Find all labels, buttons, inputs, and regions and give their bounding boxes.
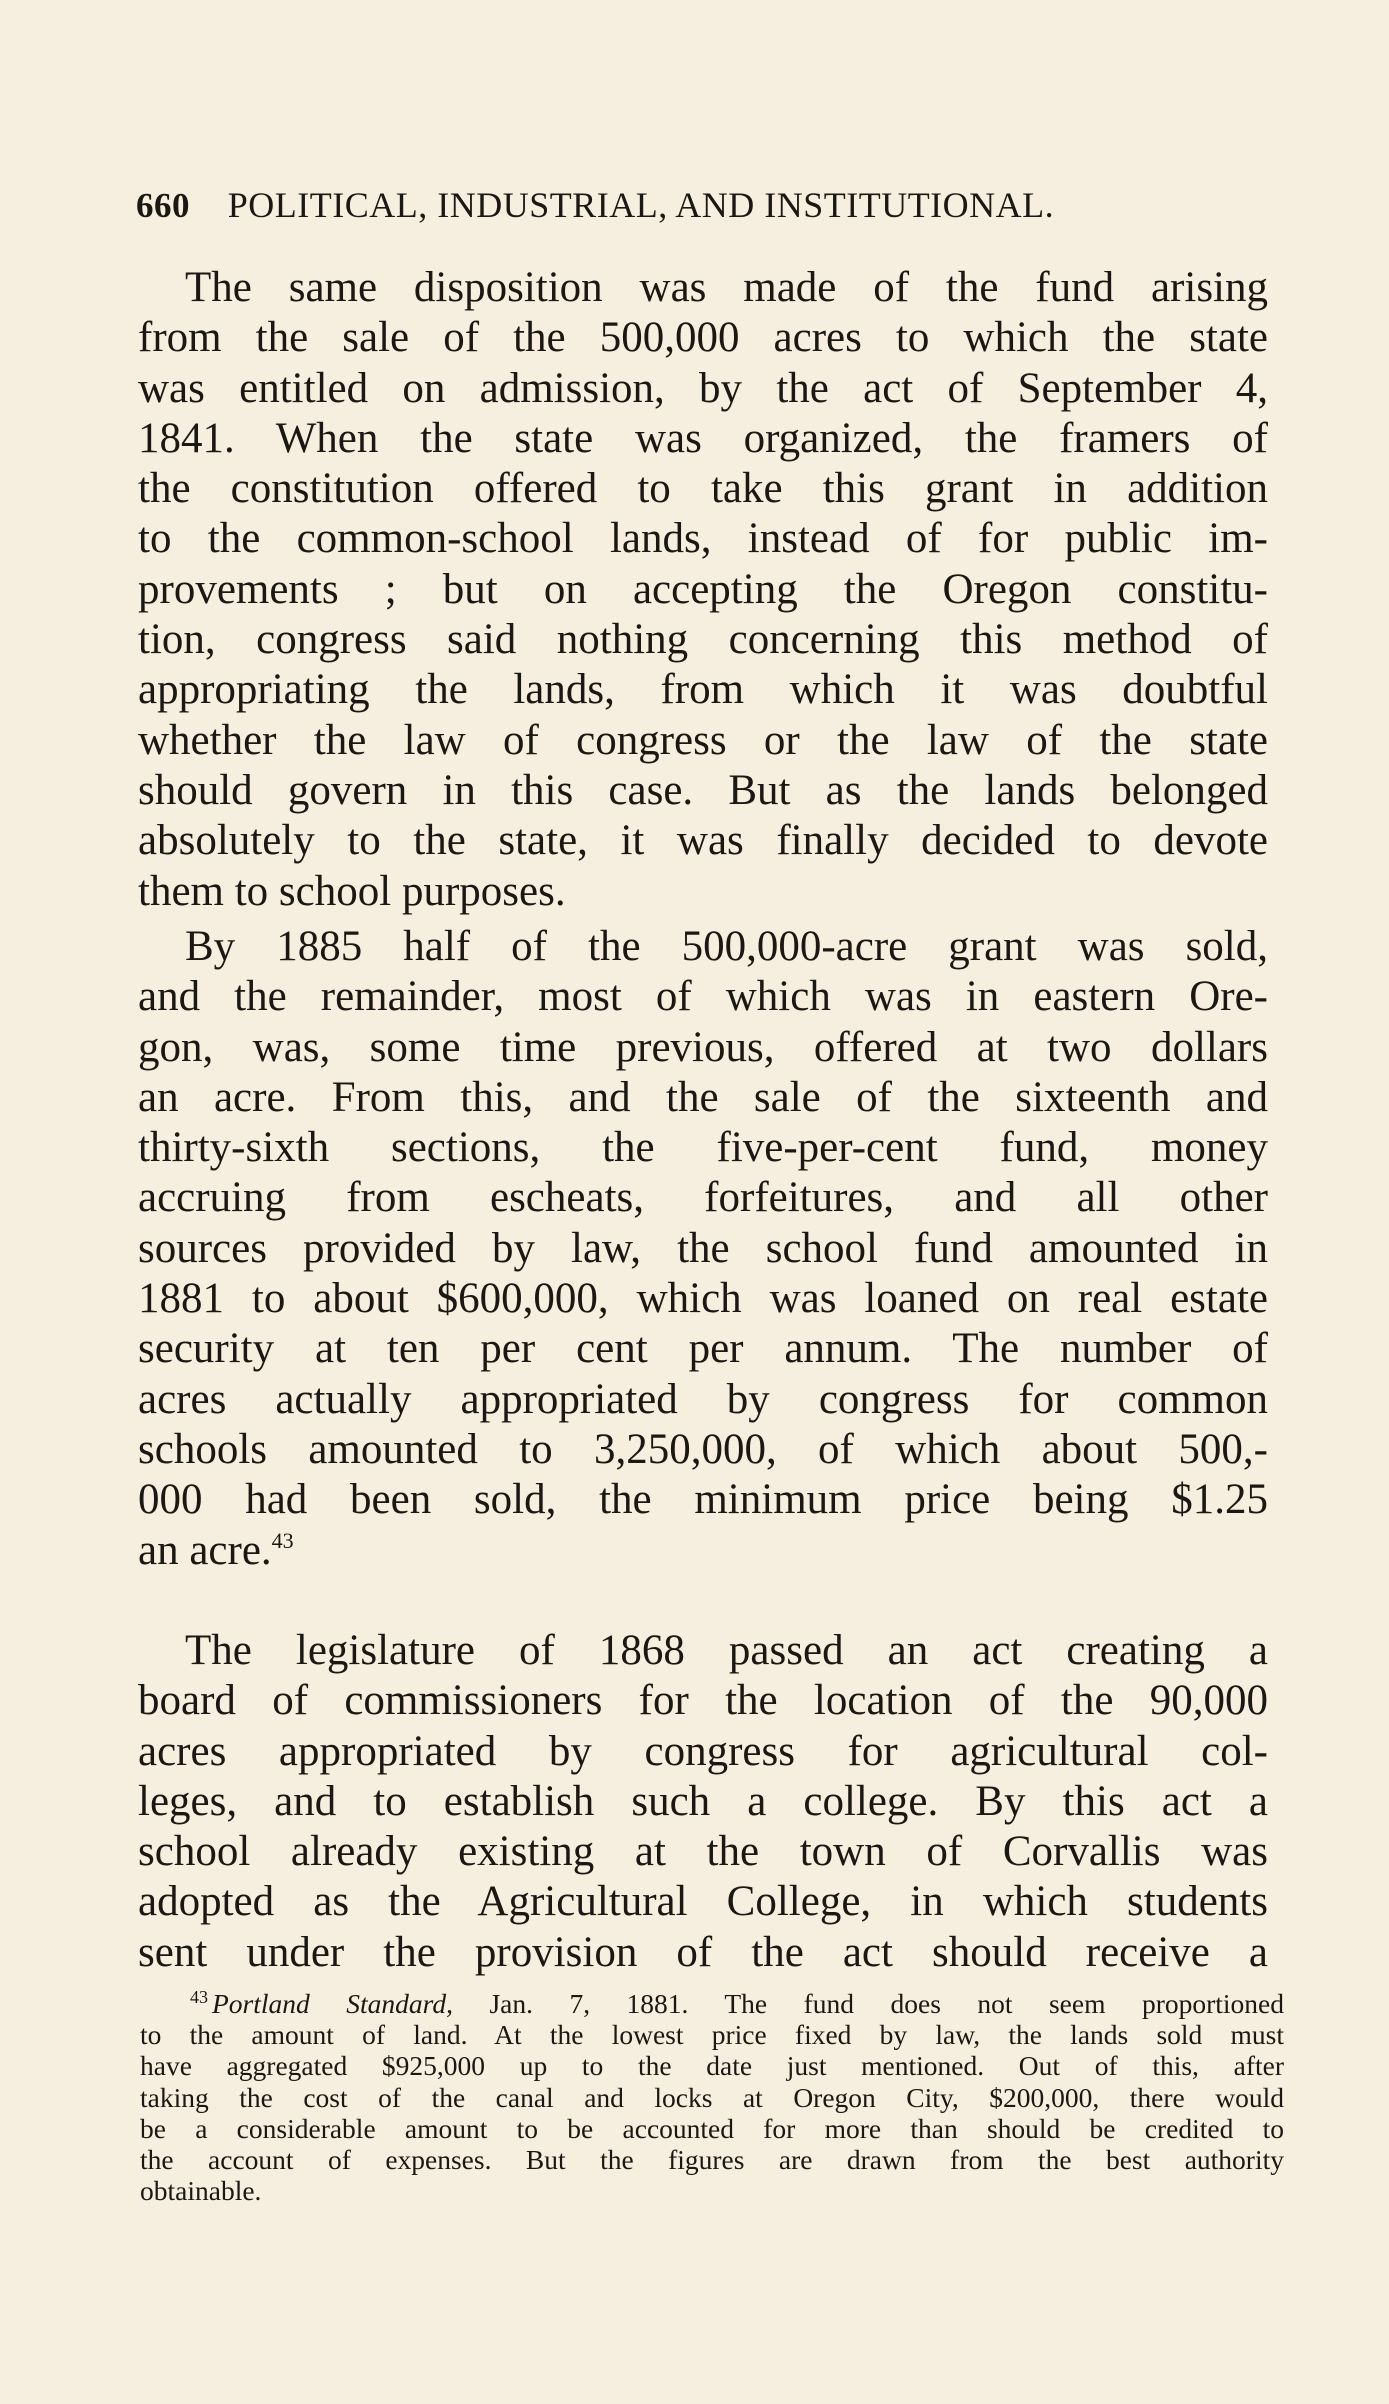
text-line: By 1885 half of the 500,000-acre grant was sold, (185, 923, 1268, 970)
footnote-source: Portland Standard, (212, 1988, 453, 2019)
footnote-block (140, 1988, 1284, 2206)
text-line: sent under the provision of the act should receive a (138, 1928, 1268, 1976)
footnote-marker: 43 (190, 1987, 208, 2007)
footnote-line: obtainable. (140, 2175, 262, 2207)
text-line: to the common-school lands, instead of for public im- (138, 515, 1268, 563)
text-line-with-footnote (138, 1526, 1268, 1576)
footnote-first-line (140, 1988, 1284, 2019)
text-line: was entitled on admission, by the act of September 4, (138, 364, 1268, 412)
text-line: tion, congress said nothing concerning this method of (138, 616, 1268, 664)
text-line: board of commissioners for the location of the 90,000 (138, 1677, 1268, 1725)
text-line: thirty-sixth sections, the five-per-cent fund, money (138, 1124, 1268, 1172)
text-line: leges, and to establish such a college. By this act a (138, 1777, 1268, 1825)
text-line: acres actually appropriated by congress for common (138, 1375, 1268, 1423)
text-line: provements ; but on accepting the Oregon constitu- (138, 565, 1268, 613)
footnote-line: have aggregated $925,000 up to the date just mentioned. Out of this, after (140, 2050, 1284, 2082)
paragraph-3 (138, 1626, 1268, 1978)
text-line: gon, was, some time previous, offered at two dollars (138, 1023, 1268, 1071)
text-line: 1841. When the state was organized, the framers of (138, 414, 1268, 462)
text-line: 000 had been sold, the minimum price being $1.25 (138, 1476, 1268, 1524)
paragraph-1 (138, 263, 1268, 917)
footnote-text: Jan. 7, 1881. The fund does not seem proportioned (489, 1988, 1285, 2019)
text-line: school already existing at the town of Corvallis was (138, 1828, 1268, 1876)
text-line: and the remainder, most of which was in eastern Ore- (138, 973, 1268, 1021)
text-line: schools amounted to 3,250,000, of which about 500,- (138, 1425, 1268, 1473)
text-line: adopted as the Agricultural College, in which students (138, 1878, 1268, 1926)
footnote-line: to the amount of land. At the lowest price fixed by law, the lands sold must (140, 2019, 1284, 2051)
text-line: an acre. From this, and the sale of the sixteenth and (138, 1073, 1268, 1121)
text-line: acres appropriated by congress for agricultural col- (138, 1727, 1268, 1775)
text-line: security at ten per cent per annum. The number of (138, 1325, 1268, 1373)
page-header (136, 184, 1276, 234)
text-line: the constitution offered to take this grant in addition (138, 465, 1268, 513)
text-line: The same disposition was made of the fund arising (185, 264, 1268, 311)
text-line: them to school purposes. (138, 867, 566, 915)
text-line: sources provided by law, the school fund amounted in (138, 1224, 1268, 1272)
text-line: accruing from escheats, forfeitures, and all other (138, 1174, 1268, 1222)
paragraph-2 (138, 922, 1268, 1576)
running-head: POLITICAL, INDUSTRIAL, AND INSTITUTIONAL. (227, 185, 1055, 225)
footnote-line: taking the cost of the canal and locks at Oregon City, $200,000, there would (140, 2081, 1284, 2113)
footnote-reference[interactable]: 43 (271, 1527, 294, 1553)
text-line: whether the law of congress or the law of the state (138, 716, 1268, 764)
text-line-content: an acre. (138, 1526, 272, 1574)
text-line: appropriating the lands, from which it was doubtful (138, 666, 1268, 714)
footnote-line: the account of expenses. But the figures are drawn from the best authority (140, 2143, 1284, 2175)
footnote-line: be a considerable amount to be accounted for more than should be credited to (140, 2112, 1284, 2144)
page-number: 660 (136, 186, 190, 225)
text-line: absolutely to the state, it was finally decided to devote (138, 817, 1268, 865)
text-line: from the sale of the 500,000 acres to which the state (138, 314, 1268, 362)
text-line: 1881 to about $600,000, which was loaned on real estate (138, 1275, 1268, 1323)
text-line: The legislature of 1868 passed an act creating a (185, 1627, 1268, 1674)
text-line: should govern in this case. But as the lands belonged (138, 766, 1268, 814)
